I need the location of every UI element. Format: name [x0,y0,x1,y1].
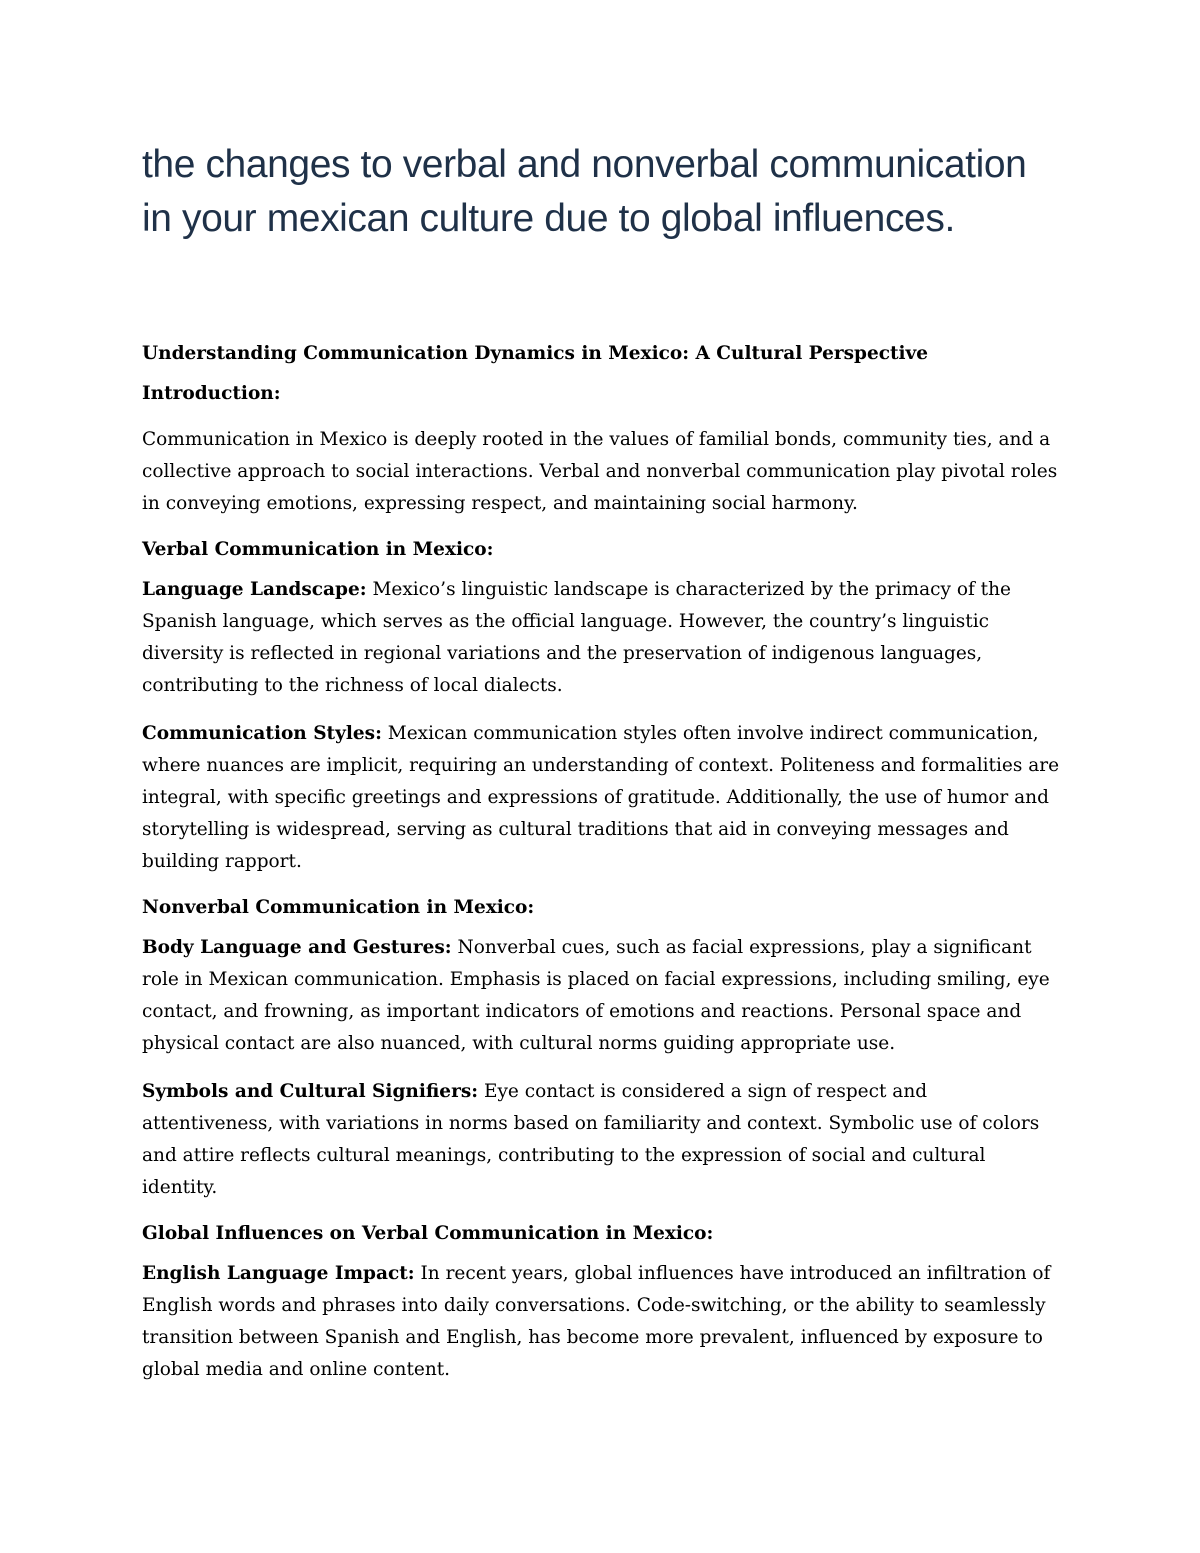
body-language-paragraph [142,932,1062,1060]
communication-styles-lead: Communication Styles: [142,723,382,744]
communication-styles-text: Mexican communication styles often involve indirect communication, where nuances are implicit, requiring an understanding of context. Politeness and formalities are integral, with specific greetings and expressions of gratitude. Additionally, the use of humor and storytelling is widespread, serving as cultural traditions that aid in conveying messages and building rapport. [142,723,1060,872]
english-impact-lead: English Language Impact: [142,1263,415,1284]
nonverbal-communication-heading: Nonverbal Communication in Mexico: [142,897,535,918]
language-landscape-paragraph [142,574,1062,702]
intro-heading: Introduction: [142,383,281,404]
document-subtitle: Understanding Communication Dynamics in Mexico: A Cultural Perspective [142,343,929,364]
symbols-lead: Symbols and Cultural Signifiers: [142,1081,479,1102]
body-language-lead: Body Language and Gestures: [142,937,452,958]
intro-paragraph: Communication in Mexico is deeply rooted in the values of familial bonds, community ties, and a collective approach to social interactions. Verbal and nonverbal communication play pivotal roles in conveying emotions, expressing respect, and maintaining social harmony. [142,429,1058,514]
symbols-text: Eye contact is considered a sign of respect and attentiveness, with variations in norms based on familiarity and context. Symbolic use of colors and attire reflects cultural meanings, contributing to the expression of social and cultural identity. [142,1081,1040,1198]
document-content [142,138,1062,1386]
symbols-paragraph [142,1076,1062,1204]
communication-styles-paragraph [142,718,1062,878]
language-landscape-text: Mexico’s linguistic landscape is characterized by the primacy of the Spanish language, which serves as the official language. However, the country’s linguistic diversity is reflected in regional variations and the preservation of indigenous languages, contributing to the richness of local dialects. [142,579,1011,696]
global-influences-heading: Global Influences on Verbal Communication in Mexico: [142,1223,714,1244]
document-title: the changes to verbal and nonverbal communication in your mexican culture due to global influences. [142,143,1027,240]
verbal-communication-heading: Verbal Communication in Mexico: [142,539,494,560]
english-impact-text: In recent years, global influences have introduced an infiltration of English words and phrases into daily conversations. Code-switching, or the ability to seamlessly transition between Spanish and English, has become more prevalent, influenced by exposure to global media and online content. [142,1263,1051,1380]
language-landscape-lead: Language Landscape: [142,579,367,600]
body-language-text: Nonverbal cues, such as facial expressions, play a significant role in Mexican communication. Emphasis is placed on facial expressions, including smiling, eye contact, and frowning, as important indicators of emotions and reactions. Personal space and physical contact are also nuanced, with cultural norms guiding appropriate use. [142,937,1050,1054]
english-impact-paragraph [142,1258,1062,1386]
